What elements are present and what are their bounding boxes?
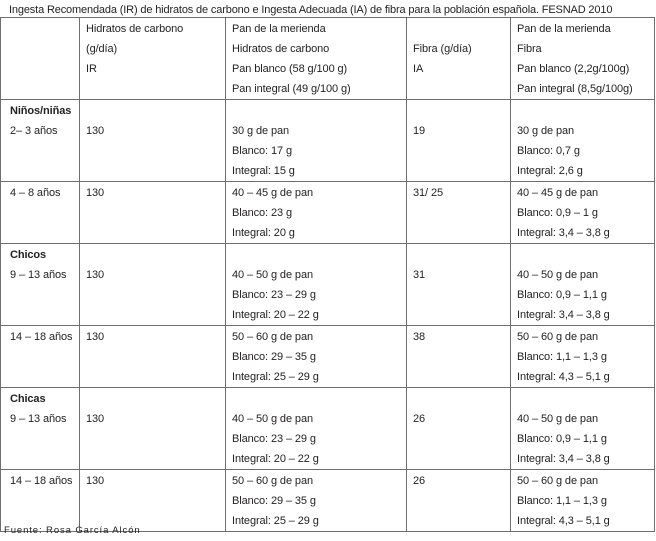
row-pan-fibra-cell: 50 – 60 g de pan Blanco: 1,1 – 1,3 g Integral: 4,3 – 5,1 g [511, 470, 655, 532]
row-pan-fibra-cell: 40 – 50 g de pan Blanco: 0,9 – 1,1 g Integral: 3,4 – 3,8 g [511, 244, 655, 326]
row-pan-hc-cell: 40 – 50 g de pan Blanco: 23 – 29 g Integral: 20 – 22 g [226, 388, 407, 470]
row-pan-hc-cell: 30 g de pan Blanco: 17 g Integral: 15 g [226, 100, 407, 182]
row-pan-fibra-cell: 40 – 50 g de pan Blanco: 0,9 – 1,1 g Integral: 3,4 – 3,8 g [511, 388, 655, 470]
header-cell-pan-fibra: Pan de la merienda Fibra Pan blanco (2,2g/100g) Pan integral (8,5g/100g) [511, 18, 655, 100]
nutrition-table [0, 17, 655, 532]
row-category-cell: 14 – 18 años [1, 326, 80, 388]
header-cell-category [1, 18, 80, 100]
table-row [1, 326, 655, 388]
row-category-cell: Niños/niñas 2– 3 años [1, 100, 80, 182]
row-pan-hc-cell: 50 – 60 g de pan Blanco: 29 – 35 g Integral: 25 – 29 g [226, 326, 407, 388]
row-ia-cell: 26 [407, 470, 511, 532]
table-row [1, 100, 655, 182]
source-note: Fuente: Rosa García Alcón [4, 525, 141, 536]
row-pan-fibra-cell: 50 – 60 g de pan Blanco: 1,1 – 1,3 g Integral: 4,3 – 5,1 g [511, 326, 655, 388]
row-category-cell: Chicos 9 – 13 años [1, 244, 80, 326]
row-ia-cell: 19 [407, 100, 511, 182]
row-ia-cell: 31 [407, 244, 511, 326]
table-row [1, 182, 655, 244]
row-category-cell: 4 – 8 años [1, 182, 80, 244]
header-cell-fibra: Fibra (g/día) IA [407, 18, 511, 100]
row-category-cell: Chicas 9 – 13 años [1, 388, 80, 470]
row-ir-cell: 130 [80, 326, 226, 388]
row-pan-hc-cell: 40 – 50 g de pan Blanco: 23 – 29 g Integral: 20 – 22 g [226, 244, 407, 326]
row-pan-fibra-cell: 40 – 45 g de pan Blanco: 0,9 – 1 g Integral: 3,4 – 3,8 g [511, 182, 655, 244]
table-row [1, 244, 655, 326]
row-ir-cell: 130 [80, 470, 226, 532]
table-title: Ingesta Recomendada (IR) de hidratos de carbono e Ingesta Adecuada (IA) de fibra para la población española. FESNAD 2010 [9, 4, 613, 16]
header-cell-hc: Hidratos de carbono (g/día) IR [80, 18, 226, 100]
row-pan-hc-cell: 50 – 60 g de pan Blanco: 29 – 35 g Integral: 25 – 29 g [226, 470, 407, 532]
row-ir-cell: 130 [80, 100, 226, 182]
header-row [1, 18, 655, 100]
row-pan-fibra-cell: 30 g de pan Blanco: 0,7 g Integral: 2,6 g [511, 100, 655, 182]
row-ia-cell: 26 [407, 388, 511, 470]
row-ia-cell: 38 [407, 326, 511, 388]
row-category-cell: 14 – 18 años [1, 470, 80, 532]
row-ia-cell: 31/ 25 [407, 182, 511, 244]
row-ir-cell: 130 [80, 244, 226, 326]
table-row [1, 388, 655, 470]
row-ir-cell: 130 [80, 388, 226, 470]
row-pan-hc-cell: 40 – 45 g de pan Blanco: 23 g Integral: 20 g [226, 182, 407, 244]
header-cell-pan-hc: Pan de la merienda Hidratos de carbono Pan blanco (58 g/100 g) Pan integral (49 g/100 g) [226, 18, 407, 100]
row-ir-cell: 130 [80, 182, 226, 244]
